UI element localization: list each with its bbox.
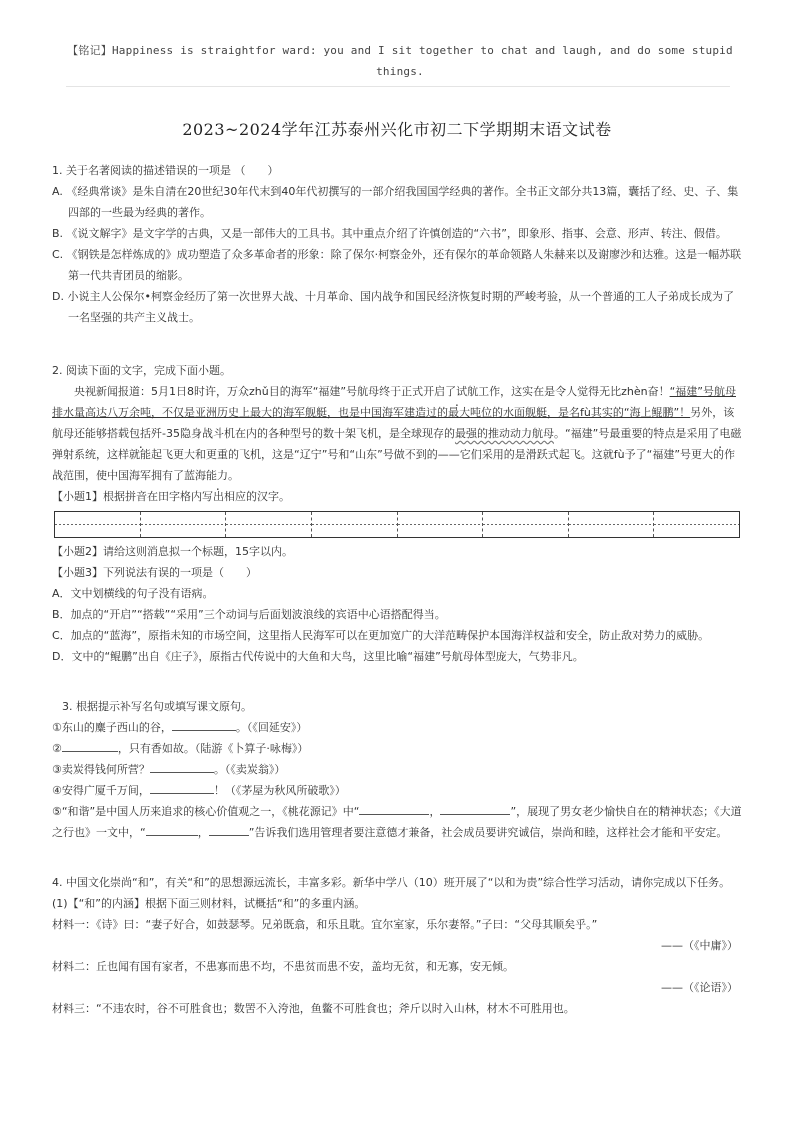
q3-text: ，只有香如故。（陆游《卜算子·咏梅》）: [117, 742, 309, 755]
q3-text: 。（《卖炭翁》）: [213, 763, 286, 776]
grid-cell[interactable]: [398, 512, 484, 537]
q3-item-3: [52, 759, 742, 780]
q4-material-2: 材料二：丘也闻有国有家者，不患寡而患不均，不患贫而患不安，盖均无贫，和无寡，安无倾。: [52, 960, 514, 973]
q3-text: ①东山的麋子西山的谷，: [52, 721, 172, 734]
q4-sub1: (1)【“和”的内涵】根据下面三则材料，试概括“和”的多重内涵。: [52, 897, 366, 910]
grid-cell[interactable]: [569, 512, 655, 537]
fill-blank[interactable]: [150, 759, 214, 773]
q1-option-c: C. 《钢铁是怎样炼成的》成功塑造了众多革命者的形象：除了保尔·柯察金外，还有保尔的革命领路人朱赫来以及谢廖沙和达雅。这是一幅苏联第一代共青团员的缩影。: [52, 248, 742, 282]
dotted-kaiqi: 开启 .: [423, 385, 445, 398]
fill-blank[interactable]: [172, 717, 236, 731]
grid-cell[interactable]: [141, 512, 227, 537]
grid-cell[interactable]: [312, 512, 398, 537]
q1-option-d: D. 小说主人公保尔•柯察金经历了第一次世界大战、十月革命、国内战争和国民经济恢复时期的严峻考验，从一个普通的工人子弟成长成为了一名坚强的共产主义战士。: [52, 290, 734, 324]
q3-text: ②: [52, 742, 62, 755]
q3-stem: 3. 根据提示补写名句或填写课文原句。: [62, 700, 252, 713]
q3-text: ⑤“和谐”是中国人历来追求的核心价值观之一，《桃花源记》中“: [52, 805, 360, 818]
dotted-dazai: 搭载 .: [107, 427, 129, 440]
q2-stem: 2. 阅读下面的文字，完成下面小题。: [52, 364, 231, 377]
q2-sub3-option-b: B．加点的“开启”“搭载”“采用”三个动词与后面划波浪线的宾语中心语搭配得当。: [52, 608, 446, 621]
grid-cell[interactable]: [654, 512, 739, 537]
q4-material-3: 材料三：“不违农时，谷不可胜食也；数罟不入洿池，鱼鳖不可胜食也；斧斤以时入山林，材木不可胜用也。: [52, 1002, 575, 1015]
fill-blank[interactable]: [359, 801, 429, 815]
passage-text: 另外，该航母还能够: [52, 406, 735, 440]
grid-cell[interactable]: [55, 512, 141, 537]
grid-cell[interactable]: [483, 512, 569, 537]
q2-sub2: 【小题2】请给这则消息拟一个标题，15字以内。: [52, 545, 293, 558]
q3-item-1: [52, 717, 742, 738]
q4-stem: 4. 中国文化崇尚“和”，有关“和”的思想源远流长，丰富多彩。新华中学八（10）班开展了“以和为贵”综合性学习活动，请你完成以下任务。: [52, 876, 731, 889]
q3-item-2: [52, 738, 742, 759]
underlined-sentence: “福建”号航母排水量高达八万余吨，不仅是亚洲历史上最大的海军舰艇，也是中国海军建造过的最大吨位的水面舰艇，是名fù其实的“海上鲲鹏”！: [52, 385, 736, 419]
dotted-caiyong: 采用 .: [686, 427, 708, 440]
header-divider: [66, 86, 730, 87]
q3-text: ，: [197, 826, 209, 839]
passage-text: 央视新闻报道：5月1日8时许，万众zhǔ目的海军“福建”号航母终于正式: [74, 385, 424, 398]
q1-option-a: A. 《经典常谈》是朱自清在20世纪30年代末到40年代初撰写的一部介绍我国国学经典的著作。全书正文部分共13篇，囊括了经、史、子、集四部的一些最为经典的著作。: [52, 185, 739, 219]
q3-text: ”，展现了男女老少愉快自在的精神状态；《大道之行也》一文中，“: [52, 805, 742, 839]
passage-text: 了电磁弹射系统，这样就能起飞更大和更重的飞机，这是“辽宁”号和“山东”号做不到的——它们采用的是滑跃式起飞。这就fù予了“福建”号更大的作战范围，使中国海军拥有了: [52, 427, 742, 482]
q2-passage: [52, 381, 742, 486]
q2-sub1: 【小题1】根据拼音在田字格内写出相应的汉字。: [52, 490, 290, 503]
q3-text: ，: [429, 805, 441, 818]
tianzige-grid[interactable]: [54, 511, 740, 538]
fill-blank[interactable]: [150, 780, 214, 794]
q1-option-b: B. 《说文解字》是文字学的古典，又是一部伟大的工具书。其中重点介绍了许慎创造的“六书”，即象形、指事、会意、形声、转注、假借。: [52, 227, 727, 240]
passage-text: 。“福建”号最重要的特点是: [553, 427, 687, 440]
q3-text: ”告诉我们选用管理者要注意德才兼备，社会成员要讲究诚信，崇尚和睦，这样社会才能和平安定。: [248, 826, 728, 839]
grid-cell[interactable]: [226, 512, 312, 537]
q2-sub3-option-c: C．加点的“蓝海”，原指未知的市场空间，这里指人民海军可以在更加宽广的大洋范畴保护本国海洋权益和安全，防止敌对势力的威胁。: [52, 629, 710, 642]
q4-material-1: 材料一：《诗》曰：“妻子好合，如鼓瑟琴。兄弟既翕，和乐且耽。宜尔室家，乐尔妻帑。”子曰：“父母其顺矣乎。”: [52, 918, 598, 931]
q3-item-4: [52, 780, 742, 801]
fill-blank[interactable]: [146, 822, 198, 836]
q3-text: 。（《回延安》）: [235, 721, 308, 734]
q3-text: ！（《茅屋为秋风所破歌》）: [213, 784, 346, 797]
q2-sub3: 【小题3】下列说法有误的一项是（ ）: [52, 566, 257, 579]
exam-content: [52, 160, 742, 1019]
header-motto: 【铭记】Happiness is straightfor ward: you and I sit together to chat and laugh, and do some stupid things.: [67, 44, 733, 78]
dotted-lanhai: 蓝海 .: [184, 469, 206, 482]
q3-text: ③卖炭得钱何所营？: [52, 763, 150, 776]
fill-blank[interactable]: [440, 801, 510, 815]
q1-stem: 1. 关于名著阅读的描述错误的一项是 （ ）: [52, 164, 279, 177]
passage-text: 了试航工作，这实在是令人觉得无比zhèn奋！: [445, 385, 670, 398]
q3-text: ④安得广厦千万间，: [52, 784, 150, 797]
fill-blank[interactable]: [62, 738, 118, 752]
q4-material-1-source: ——（《中庸》）: [661, 939, 738, 952]
passage-text: 能力。: [206, 469, 239, 482]
wavy-phrase: 最强的推动动力航母: [454, 427, 554, 440]
q4-material-2-source: ——（《论语》）: [661, 981, 738, 994]
page-title: 2023~2024学年江苏泰州兴化市初二下学期期末语文试卷: [182, 120, 612, 139]
q3-item-5: [52, 801, 742, 843]
fill-blank[interactable]: [209, 822, 249, 836]
passage-text: 包括歼-35隐身战斗机在内的各种型号的数十架飞机，是全球现存的: [129, 427, 455, 440]
q2-sub3-option-d: D．文中的“鲲鹏”出自《庄子》，原指古代传说中的大鱼和大鸟，这里比喻“福建”号航母体型庞大，气势非凡。: [52, 650, 584, 663]
q2-sub3-option-a: A．文中划横线的句子没有语病。: [52, 587, 214, 600]
